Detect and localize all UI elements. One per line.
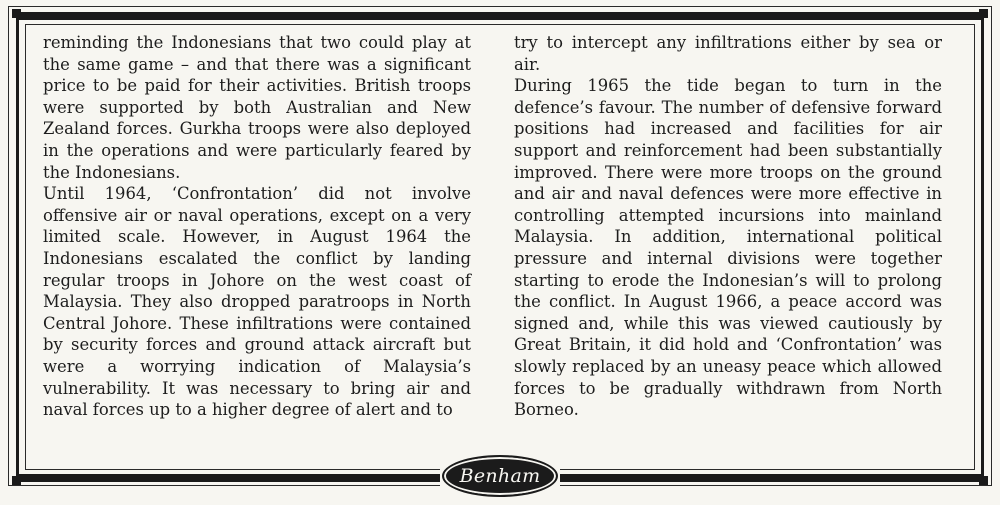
benham-logo — [442, 455, 558, 497]
right-paragraph-2: During 1965 the tide began to turn in the defence’s favour. The number of defensive forward positions had increased and facilities for air support and reinforcement had been substantially improved. There were more troops on the ground and air and naval defences were more effective in controlling attempted incursions into mainland Malaysia. In addition, international political pressure and internal divisions were together starting to erode the Indonesian’s will to prolong the conflict. In August 1966, a peace accord was signed and, while this was viewed cautiously by Great Britain, it did hold and ‘Confrontation’ was slowly replaced by an uneasy peace which allowed forces to be gradually withdrawn from North Borneo. — [514, 76, 942, 420]
left-text-column — [43, 32, 471, 421]
logo-container — [440, 455, 560, 497]
frame-corner-top-right — [979, 9, 988, 18]
left-paragraph-2: Until 1964, ‘Confrontation’ did not involve offensive air or naval operations, except on a very limited scale. However, in August 1964 the Indonesians escalated the conflict by landing regular troops in Johore on the west coast of Malaysia. They also dropped paratroops in North Central Johore. These infiltrations were contained by security forces and ground attack aircraft but were a worrying indication of Malaysia’s vulnerability. It was necessary to bring air and naval forces up to a higher degree of alert and to — [43, 184, 471, 420]
frame-corner-bottom-left — [12, 476, 21, 485]
right-text-column — [514, 32, 942, 421]
left-paragraph-1: reminding the Indonesians that two could play at the same game – and that there was a significant price to be paid for their activities. British troops were supported by both Australian and New Zealand forces. Gurkha troops were also deployed in the operations and were particularly feared by the Indonesians. — [43, 33, 471, 182]
right-paragraph-1: try to intercept any infiltrations either by sea or air. — [514, 33, 942, 74]
frame-corner-bottom-right — [979, 476, 988, 485]
frame-corner-top-left — [12, 9, 21, 18]
logo-text: Benham — [459, 465, 541, 487]
